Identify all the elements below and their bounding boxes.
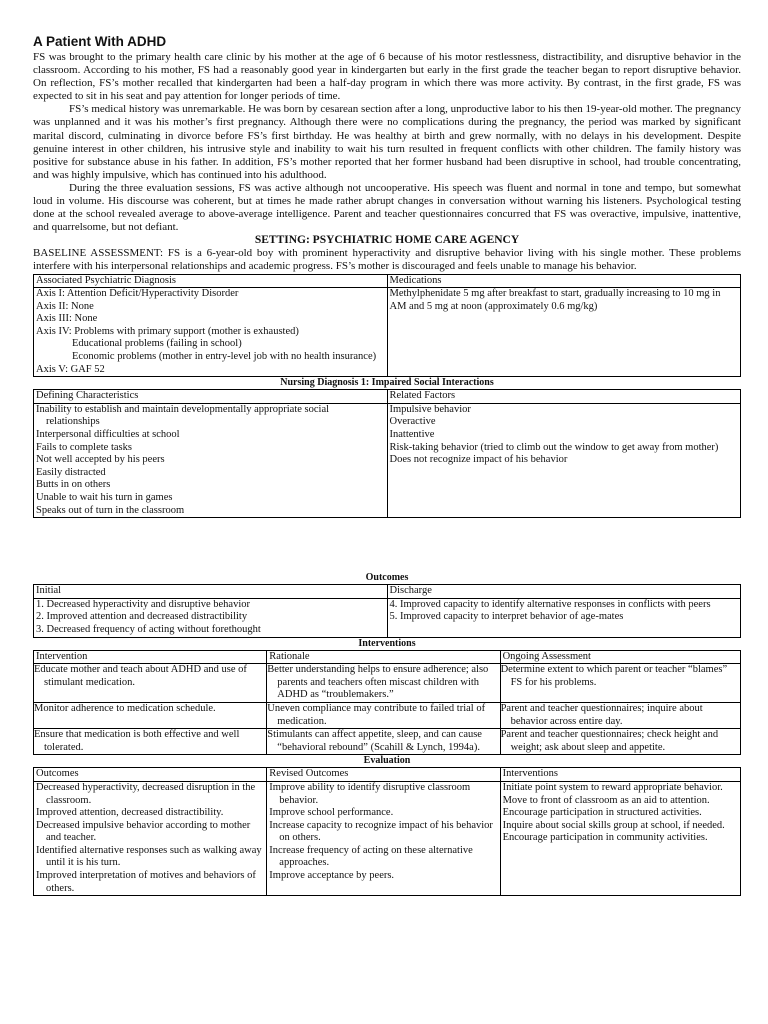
list-item: Does not recognize impact of his behavior	[389, 454, 568, 466]
list-item: Easily distracted	[36, 466, 106, 478]
evaluation-table	[33, 767, 741, 896]
list-item: 1. Decreased hyperactivity and disruptive behavior	[36, 598, 251, 610]
eval-revised-cell	[267, 781, 500, 895]
list-item: Identified alternative responses such as walking away until it is his turn.	[36, 844, 262, 869]
eval-interventions-cell	[500, 781, 740, 895]
intervention-header: Intervention	[34, 650, 267, 664]
diagnosis-header: Associated Psychiatric Diagnosis	[34, 274, 388, 288]
nursing-diagnosis-table	[33, 389, 741, 518]
table-cell: Parent and teacher questionnaires; inquire about behavior across entire day.	[500, 702, 740, 728]
list-item: Interpersonal difficulties at school	[36, 429, 180, 441]
list-item: Not well accepted by his peers	[36, 454, 165, 466]
list-item: Encourage participation in community activities.	[502, 832, 708, 844]
table-row	[34, 729, 741, 755]
case-paragraph-2: FS’s medical history was unremarkable. He was born by cesarean section after a long, unproductive labor to his then 19-year-old mother. The pregnancy was unplanned and it was his mother’s first pregnancy. Although there were no complications during the pregnancy, the period was marked by significant marital discord, culminating in divorce before FS’s first birthday. He was healthy at birth and grew normally, with no delays in his development. Despite genuine interest in other children, his intrusive style and inability to wait his turn resulted in frequent conflicts with other children. The family history was positive for substance abuse in his father. In addition, FS’s mother reported that her former husband had been disruptive in school, had trouble concentrating, and was highly impulsive, which has continued into his adulthood.	[33, 103, 741, 181]
medications-header: Medications	[387, 274, 741, 288]
axis-item: Axis V: GAF 52	[36, 363, 105, 375]
list-item: Fails to complete tasks	[36, 441, 132, 453]
list-item: Improved attention, decreased distractibility.	[36, 807, 224, 819]
baseline-assessment: BASELINE ASSESSMENT: FS is a 6-year-old boy with prominent hyperactivity and disruptive behavior living with his single mother. These problems interfere with his interpersonal relationships and academic progress. FS’s mother is discouraged and feels unable to manage his behavior.	[33, 247, 741, 273]
discharge-header: Discharge	[387, 585, 741, 599]
assessment-header: Ongoing Assessment	[500, 650, 740, 664]
list-item: 2. Improved attention and decreased distractibility	[36, 611, 248, 623]
interventions-heading: Interventions	[358, 637, 416, 649]
list-item: Speaks out of turn in the classroom	[36, 504, 185, 516]
interventions-table	[33, 650, 741, 756]
table-cell: Determine extent to which parent or teacher “blames” FS for his problems.	[500, 664, 740, 703]
initial-cell	[34, 598, 388, 637]
table-cell: Parent and teacher questionnaires; check height and weight; ask about sleep and appetite.	[500, 729, 740, 755]
list-item: Decreased impulsive behavior according to mother and teacher.	[36, 819, 251, 844]
discharge-cell	[387, 598, 741, 637]
list-item: Encourage participation in structured activities.	[502, 807, 702, 819]
list-item: Improve acceptance by peers.	[269, 870, 395, 882]
list-item: Improve ability to identify disruptive classroom behavior.	[269, 781, 471, 806]
list-item: Inability to establish and maintain developmentally appropriate social relationships	[36, 403, 330, 428]
axis-subitem: Educational problems (failing in school)	[72, 338, 242, 350]
list-item: Decreased hyperactivity, decreased disruption in the classroom.	[36, 781, 256, 806]
outcomes-heading: Outcomes	[365, 572, 409, 584]
related-cell	[387, 403, 741, 517]
axis-item: Axis II: None	[36, 300, 94, 312]
table-cell: Monitor adherence to medication schedule.	[34, 702, 267, 728]
outcomes-table	[33, 584, 741, 637]
case-paragraph-1: FS was brought to the primary health care clinic by his mother at the age of 6 because of his motor restlessness, distractibility, and disruptive behavior in the classroom. According to his mother, FS had a reasonably good year in kindergarten but early in the first grade the teacher began to report disruptive behavior. On reflection, FS’s mother recalled that kindergarten had been a half-day program in which there was more activity. By contrast, in the first grade, FS was expected to sit in his seat and pay attention for longer periods of time.	[33, 51, 741, 103]
defining-cell	[34, 403, 388, 517]
axes-cell	[34, 288, 388, 377]
list-item: Improve school performance.	[269, 807, 394, 819]
rationale-header: Rationale	[267, 650, 500, 664]
table-cell: Stimulants can affect appetite, sleep, and can cause “behavioral rebound” (Scahill & Lynch, 1994a).	[267, 729, 500, 755]
eval-revised-header: Revised Outcomes	[267, 768, 500, 782]
list-item: Impulsive behavior	[389, 403, 471, 415]
page-gap	[33, 518, 741, 572]
list-item: Butts in on others	[36, 479, 111, 491]
table-row	[34, 702, 741, 728]
initial-header: Initial	[34, 585, 388, 599]
document-page	[33, 34, 741, 896]
nursing-diagnosis-heading: Nursing Diagnosis 1: Impaired Social Interactions	[280, 377, 494, 389]
table-cell: Ensure that medication is both effective and well tolerated.	[34, 729, 267, 755]
table-cell: Educate mother and teach about ADHD and use of stimulant medication.	[34, 664, 267, 703]
axis-item: Axis III: None	[36, 313, 98, 325]
list-item: Move to front of classroom as an aid to attention.	[502, 794, 710, 806]
list-item: Improved interpretation of motives and behaviors of others.	[36, 870, 256, 894]
eval-outcomes-header: Outcomes	[34, 768, 267, 782]
table-cell: Better understanding helps to ensure adherence; also parents and teachers often miscast children with ADHD as “troublemakers.”	[267, 664, 500, 703]
related-header: Related Factors	[387, 390, 741, 404]
list-item: Increase capacity to recognize impact of his behavior on others.	[269, 819, 493, 844]
medications-cell: Methylphenidate 5 mg after breakfast to start, gradually increasing to 10 mg in AM and 5 mg at noon (approximately 0.6 mg/kg)	[387, 288, 741, 377]
list-item: Increase frequency of acting on these alternative approaches.	[269, 844, 473, 869]
table-cell: Uneven compliance may contribute to failed trial of medication.	[267, 702, 500, 728]
axis-item: Axis I: Attention Deficit/Hyperactivity Disorder	[36, 288, 239, 300]
evaluation-heading: Evaluation	[363, 755, 411, 767]
document-title: A Patient With ADHD	[33, 34, 167, 49]
list-item: Inquire about social skills group at school, if needed.	[502, 819, 725, 831]
list-item: Unable to wait his turn in games	[36, 492, 173, 503]
axis-item: Axis IV: Problems with primary support (mother is exhausted)	[36, 325, 299, 337]
list-item: 5. Improved capacity to interpret behavior of age-mates	[389, 611, 624, 623]
defining-header: Defining Characteristics	[34, 390, 388, 404]
list-item: Risk-taking behavior (tried to climb out the window to get away from mother)	[389, 441, 719, 453]
list-item: Inattentive	[389, 429, 435, 441]
case-paragraph-3: During the three evaluation sessions, FS was active although not uncooperative. His speech was fluent and normal in tone and tempo, but somewhat loud in volume. His discourse was coherent, but at times he made rather abrupt changes in conversation without warning his listeners. Psychological testing done at the school revealed average to above-average intelligence. Parent and teacher questionnaires concurred that FS was overactive, impulsive, inattentive, and quarrelsome, but not defiant.	[33, 181, 741, 234]
list-item: 4. Improved capacity to identify alternative responses in conflicts with peers	[389, 598, 711, 610]
eval-outcomes-cell	[34, 781, 267, 895]
table-row	[34, 664, 741, 703]
list-item: Initiate point system to reward appropriate behavior.	[502, 781, 723, 793]
eval-interventions-header: Interventions	[500, 768, 740, 782]
diagnosis-table	[33, 274, 741, 378]
axis-subitem: Economic problems (mother in entry-level job with no health insurance)	[72, 351, 377, 363]
list-item: Overactive	[389, 416, 436, 428]
list-item: 3. Decreased frequency of acting without forethought	[36, 623, 261, 635]
setting-heading: SETTING: PSYCHIATRIC HOME CARE AGENCY	[254, 234, 520, 247]
